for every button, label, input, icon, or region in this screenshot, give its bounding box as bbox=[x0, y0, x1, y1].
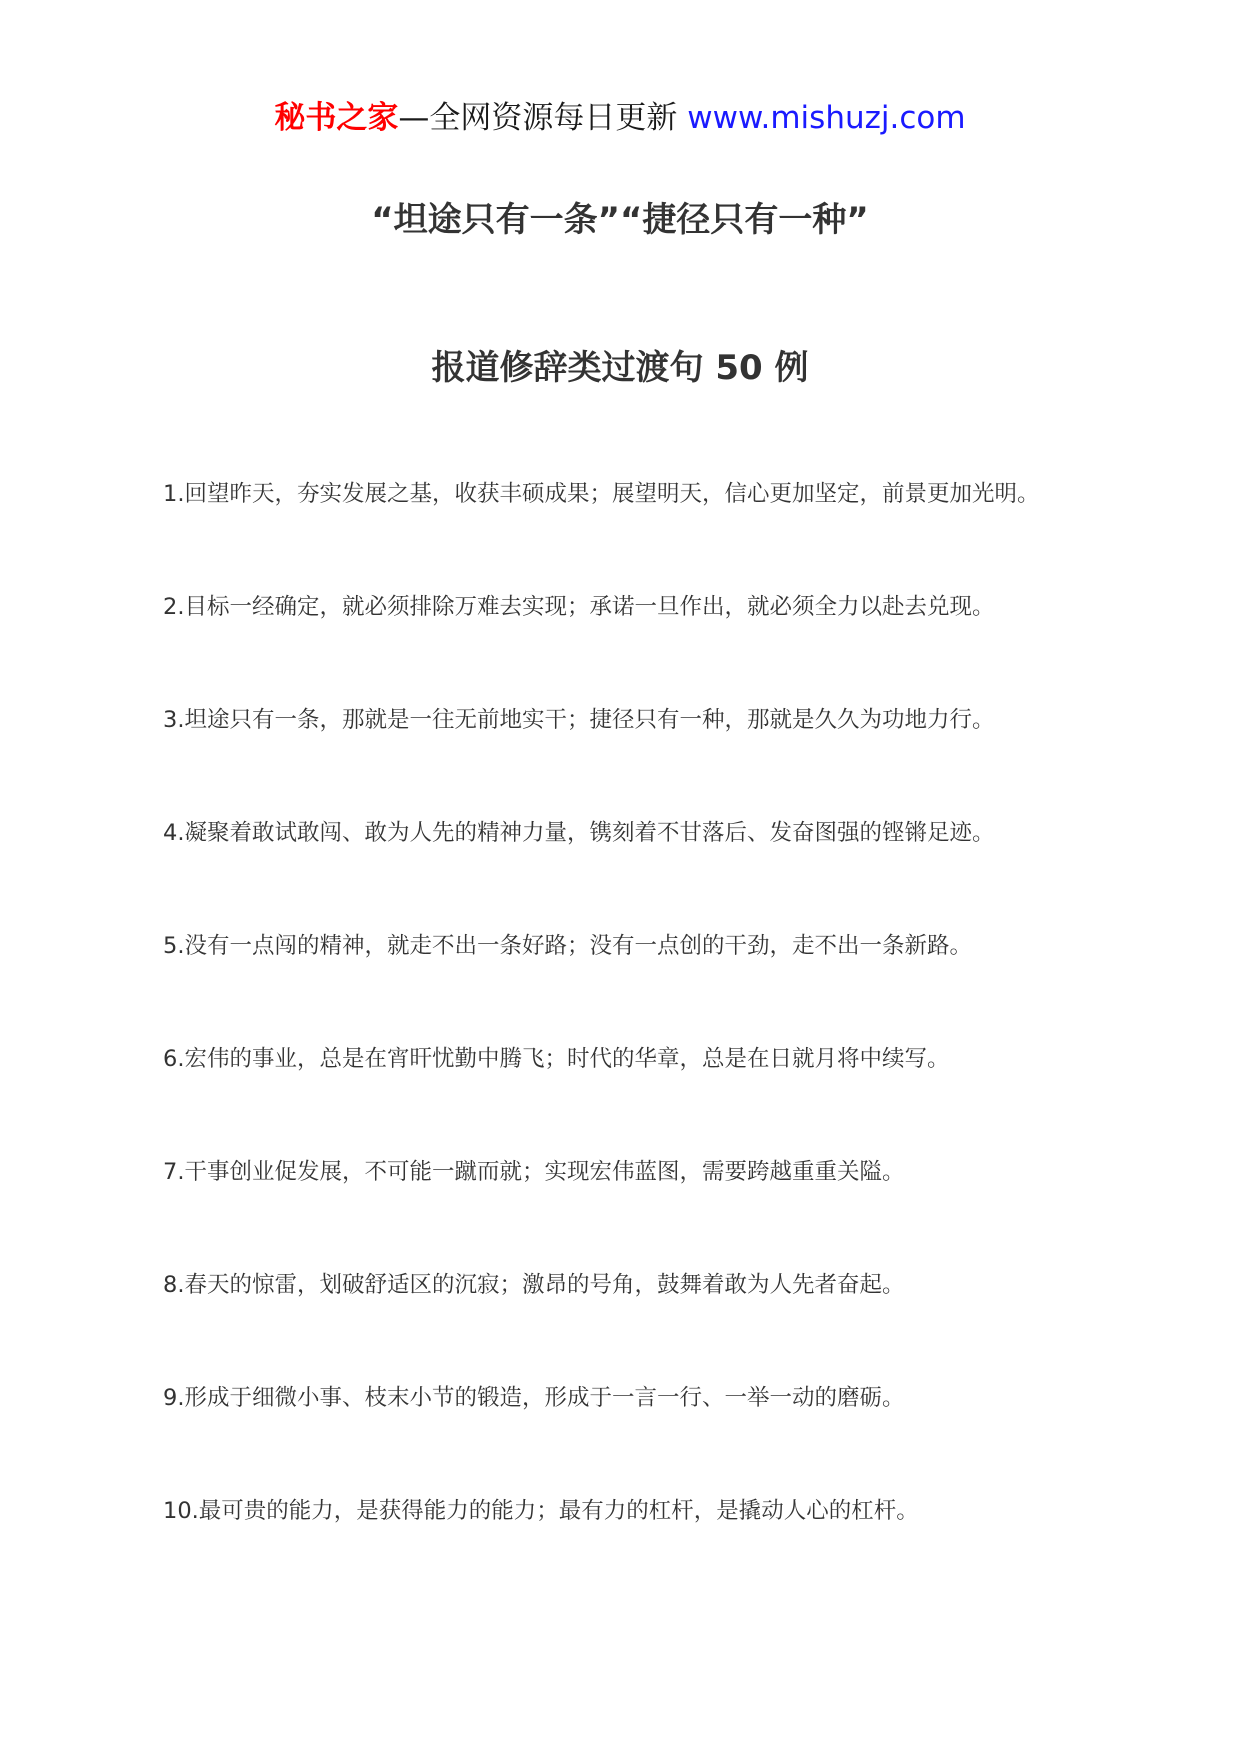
sentence-list bbox=[163, 474, 1223, 1604]
document-title: “坦途只有一条”“捷径只有一种” bbox=[371, 200, 869, 240]
list-item: 6.宏伟的事业，总是在宵旰忧勤中腾飞；时代的华章，总是在日就月将中续写。 bbox=[163, 1046, 950, 1072]
site-url-link[interactable]: www.mishuzj.com bbox=[687, 100, 966, 136]
brand-name: 秘书之家 bbox=[274, 100, 399, 136]
list-item: 2.目标一经确定，就必须排除万难去实现；承诺一旦作出，就必须全力以赴去兑现。 bbox=[163, 594, 995, 620]
list-item: 5.没有一点闯的精神，就走不出一条好路；没有一点创的干劲，走不出一条新路。 bbox=[163, 933, 972, 959]
document-subtitle: 报道修辞类过渡句 50 例 bbox=[431, 348, 809, 388]
list-item: 8.春天的惊雷，划破舒适区的沉寂；激昂的号角，鼓舞着敢为人先者奋起。 bbox=[163, 1272, 905, 1298]
site-header bbox=[0, 98, 1240, 138]
list-item: 10.最可贵的能力，是获得能力的能力；最有力的杠杆，是撬动人心的杠杆。 bbox=[163, 1498, 919, 1524]
list-item: 4.凝聚着敢试敢闯、敢为人先的精神力量，镌刻着不甘落后、发奋图强的铿锵足迹。 bbox=[163, 820, 995, 846]
header-slogan: —全网资源每日更新 bbox=[398, 100, 688, 136]
list-item: 9.形成于细微小事、枝末小节的锻造，形成于一言一行、一举一动的磨砺。 bbox=[163, 1385, 905, 1411]
list-item: 7.干事创业促发展，不可能一蹴而就；实现宏伟蓝图，需要跨越重重关隘。 bbox=[163, 1159, 905, 1185]
list-item: 3.坦途只有一条，那就是一往无前地实干；捷径只有一种，那就是久久为功地力行。 bbox=[163, 707, 995, 733]
list-item: 1.回望昨天，夯实发展之基，收获丰硕成果；展望明天，信心更加坚定，前景更加光明。 bbox=[163, 481, 1040, 507]
